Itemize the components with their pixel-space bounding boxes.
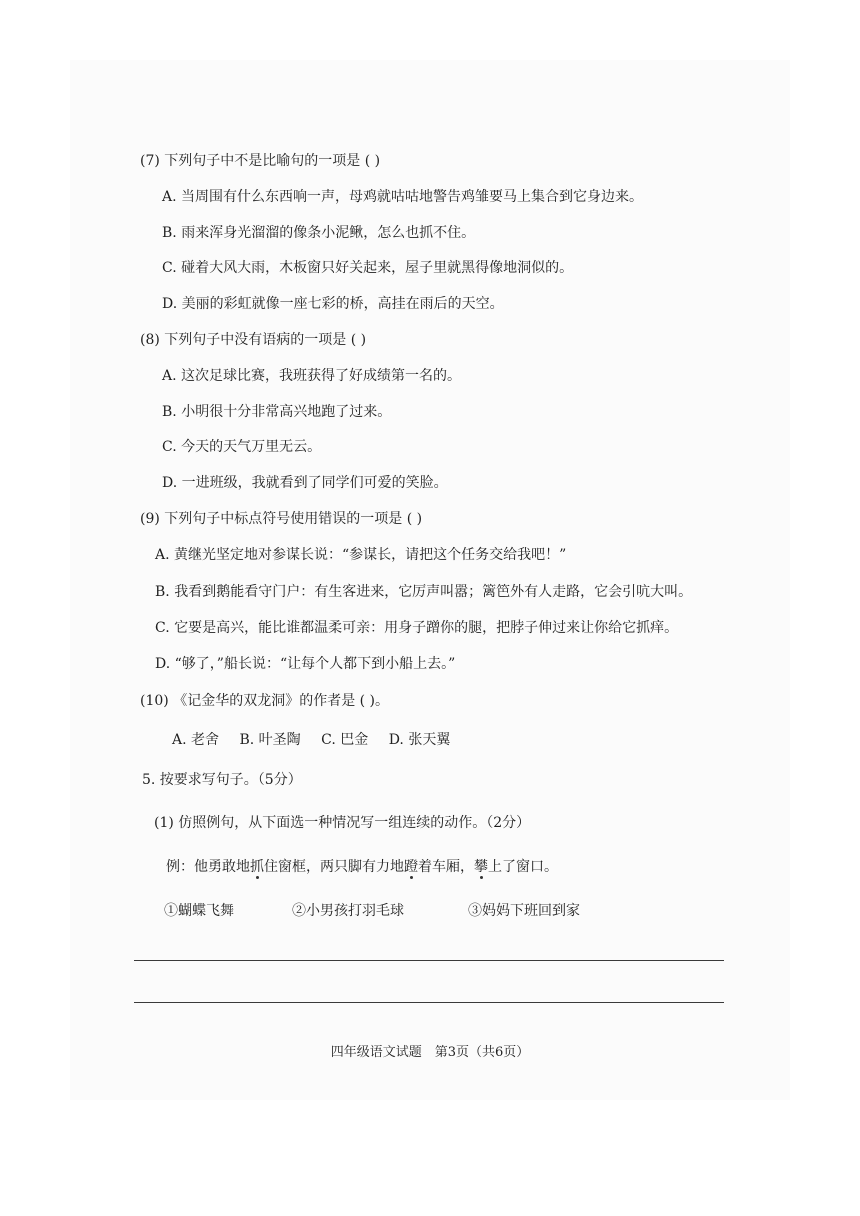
question-8-stem: (8) 下列句子中没有语病的一项是 ( ) xyxy=(140,332,367,348)
page-footer: 四年级语文试题 第3页（共6页） xyxy=(330,1045,530,1060)
question-9-option-d: D. “够了，”船长说：“让每个人都下到小船上去。” xyxy=(155,656,456,672)
answer-line-1[interactable] xyxy=(134,960,724,961)
question-9-option-c: C. 它要是高兴，能比谁都温柔可亲：用身子蹭你的腿，把脖子伸过来让你给它抓痒。 xyxy=(155,620,679,636)
example-middle-2: 着车厢， xyxy=(418,859,474,875)
section-5-title: 5. 按要求写句子。（5分） xyxy=(142,772,302,788)
situation-option-2: ②小男孩打羽毛球 xyxy=(292,903,404,919)
question-8-option-a: A. 这次足球比赛，我班获得了好成绩第一名的。 xyxy=(162,368,462,384)
question-7-stem: (7) 下列句子中不是比喻句的一项是 ( ) xyxy=(140,153,381,169)
example-verb-2: 蹬 xyxy=(404,859,418,875)
example-middle-1: 住窗框，两只脚有力地 xyxy=(264,859,404,875)
question-8-option-c: C. 今天的天气万里无云。 xyxy=(162,439,322,455)
question-7-option-d: D. 美丽的彩虹就像一座七彩的桥，高挂在雨后的天空。 xyxy=(162,296,504,312)
example-verb-3: 攀 xyxy=(474,859,488,875)
question-7-option-b: B. 雨来浑身光溜溜的像条小泥鳅，怎么也抓不住。 xyxy=(162,225,476,241)
example-verb-1: 抓 xyxy=(250,859,264,875)
question-7-option-a: A. 当周围有什么东西响一声，母鸡就咕咕地警告鸡雏要马上集合到它身边来。 xyxy=(162,189,644,205)
question-10-choice-a: A. 老舍 xyxy=(172,732,220,748)
example-prefix: 例：他勇敢地 xyxy=(166,859,250,875)
exam-page xyxy=(70,60,790,1100)
question-8-option-b: B. 小明很十分非常高兴地跑了过来。 xyxy=(162,404,392,420)
question-10-choice-d: D. 张天翼 xyxy=(388,732,451,748)
answer-line-2[interactable] xyxy=(134,1002,724,1003)
question-7-option-c: C. 碰着大风大雨，木板窗只好关起来，屋子里就黑得像地洞似的。 xyxy=(162,260,574,276)
situation-option-1: ①蝴蝶飞舞 xyxy=(164,903,234,919)
question-8-option-d: D. 一进班级，我就看到了同学们可爱的笑脸。 xyxy=(162,475,448,491)
example-suffix: 上了窗口。 xyxy=(488,859,558,875)
question-10-choice-c: C. 巴金 xyxy=(321,732,369,748)
question-10-choices xyxy=(172,731,450,749)
question-9-stem: (9) 下列句子中标点符号使用错误的一项是 ( ) xyxy=(140,511,423,527)
question-10-choice-b: B. 叶圣陶 xyxy=(239,732,301,748)
situation-option-3: ③妈妈下班回到家 xyxy=(468,903,580,919)
section-5-subquestion-1: (1) 仿照例句，从下面选一种情况写一组连续的动作。（2分） xyxy=(154,815,531,831)
question-9-option-a: A. 黄继光坚定地对参谋长说：“参谋长，请把这个任务交给我吧！” xyxy=(155,547,567,563)
question-10-stem: (10) 《记金华的双龙洞》的作者是 ( )。 xyxy=(140,693,390,709)
question-9-option-b: B. 我看到鹅能看守门户：有生客进来，它厉声叫嚣；篱笆外有人走路，它会引吭大叫。 xyxy=(155,584,693,600)
example-sentence xyxy=(166,858,558,876)
